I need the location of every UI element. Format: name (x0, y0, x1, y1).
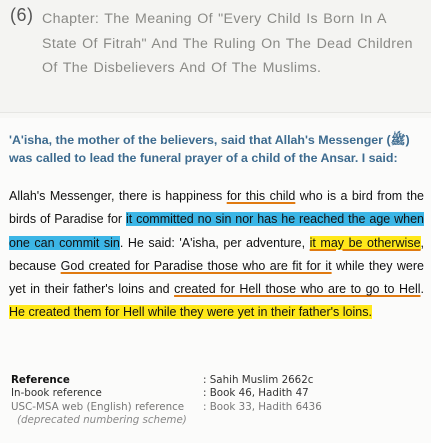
underlined-text-segment: for this child (226, 189, 296, 203)
usc-msa-reference-label: USC-MSA web (English) reference (11, 400, 185, 413)
in-book-reference-row (11, 387, 426, 400)
text-segment: Allah's Messenger, there is happiness (9, 189, 227, 203)
reference-row (11, 374, 426, 387)
text-segment: , because (9, 235, 425, 273)
text-segment: who is a bird from the birds of Paradise for (9, 189, 425, 227)
yellow-highlight-segment: He created them for Hell while they were yet in their father's loins. (9, 305, 372, 320)
reference-value[interactable]: : Sahih Muslim 2662c (203, 374, 314, 386)
chapter-header (0, 0, 431, 113)
deprecated-note-row (11, 414, 426, 427)
in-book-reference-value: : Book 46, Hadith 47 (203, 387, 309, 400)
usc-msa-reference-row (11, 401, 426, 414)
underlined-text-segment: created for Hell those who are to go to Hell (174, 282, 421, 297)
hadith-text[interactable] (9, 185, 424, 325)
text-segment: . He said: 'A'isha, per adventure, (119, 235, 310, 250)
yellow-highlight-segment: it may be otherwise (309, 235, 421, 250)
hadith-narrator: 'A'isha, the mother of the believers, said that Allah's Messenger (ﷺ) was called to lead the funeral prayer of a child of the Ansar. I said: (9, 133, 410, 165)
text-segment: while they were yet in their father's loins and (9, 258, 425, 297)
usc-msa-reference-value: : Book 33, Hadith 6436 (203, 400, 322, 413)
deprecated-numbering-note: (deprecated numbering scheme) (17, 414, 187, 427)
text-segment: . (420, 282, 424, 297)
reference-table (11, 374, 426, 428)
chapter-number: (6) (10, 5, 34, 25)
in-book-reference-label: In-book reference (11, 387, 102, 400)
chapter-title: Chapter: The Meaning Of "Every Child Is Born In A State Of Fitrah" And The Ruling On The Dead Children Of The Disbelievers And Of The Muslims. (42, 11, 413, 76)
reference-label: Reference (11, 374, 70, 386)
underlined-text-segment: God created for Paradise those who are fit for it (60, 258, 332, 273)
blue-highlight-segment: it committed no sin nor has he reached the age when one can commit sin (9, 212, 424, 250)
